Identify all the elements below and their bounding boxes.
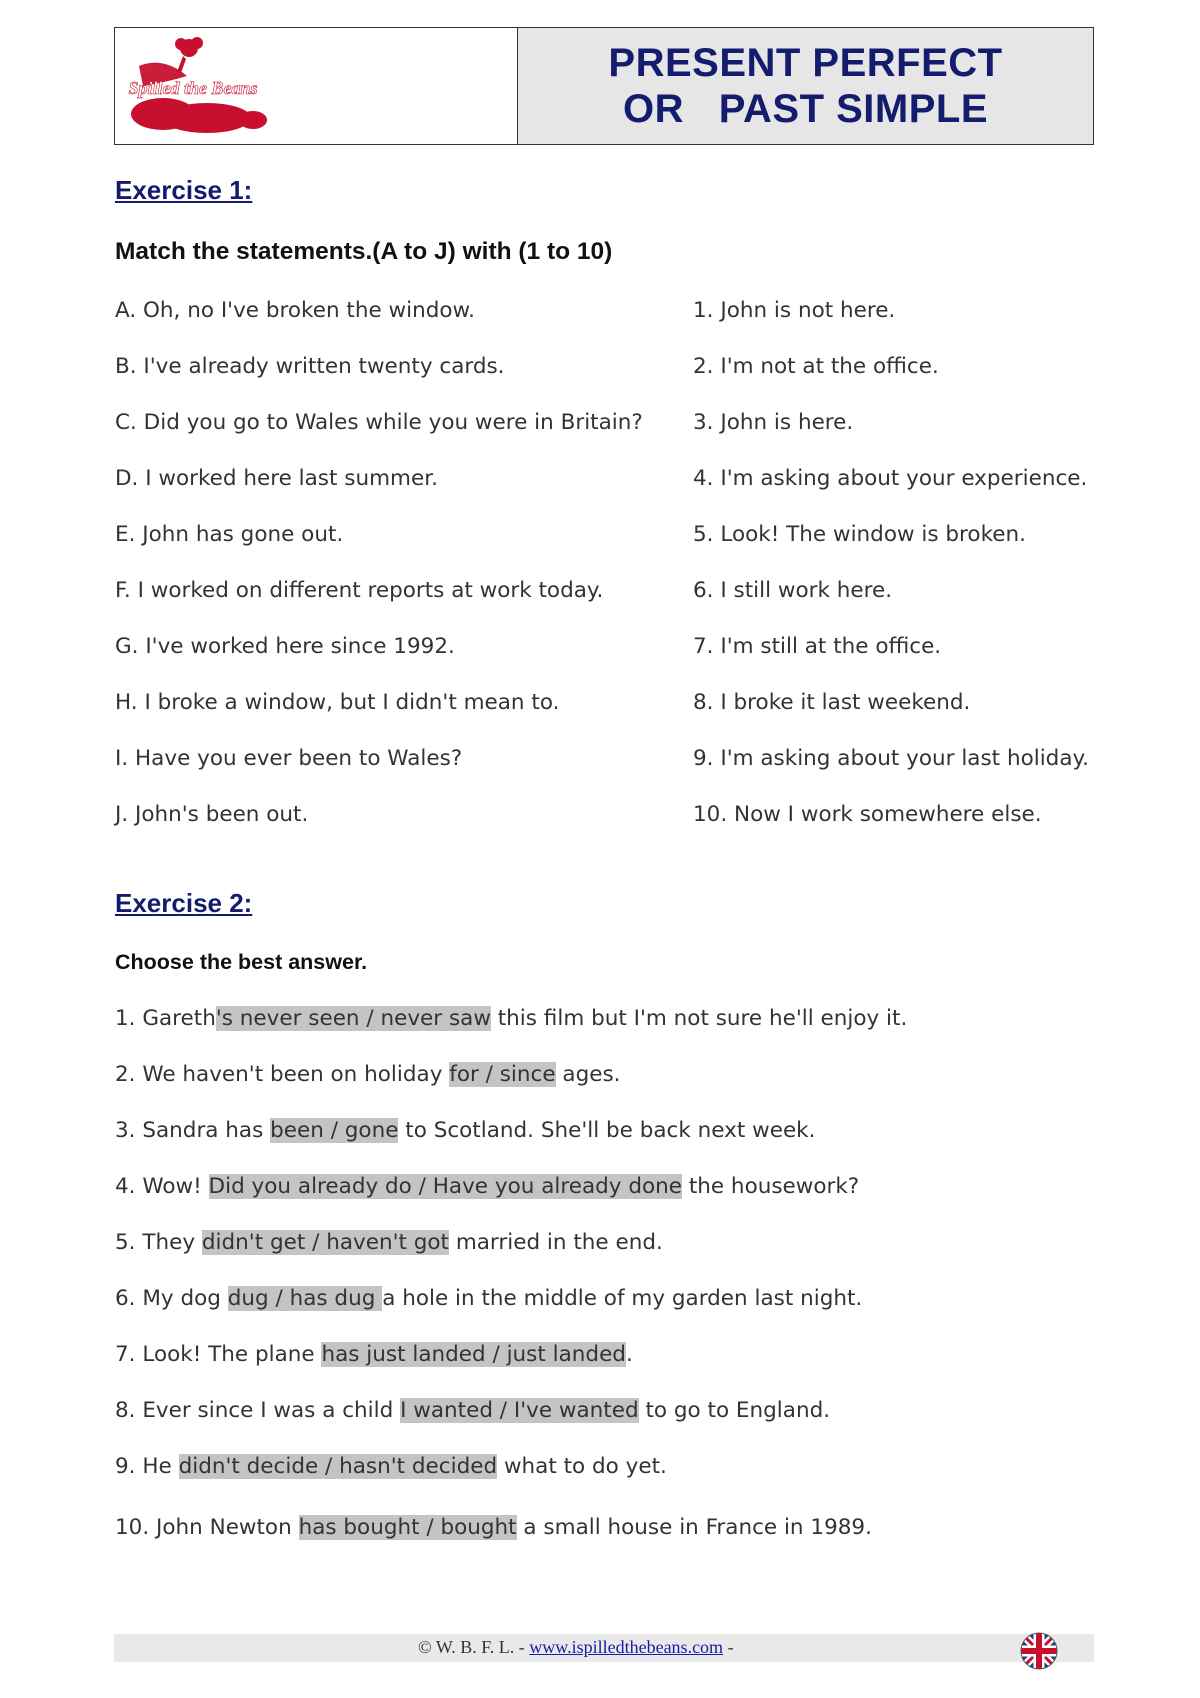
meaning-9: 9. I'm asking about your last holiday.: [693, 746, 1089, 771]
question-text: a small house in France in 1989.: [516, 1515, 872, 1540]
question-text: a hole in the middle of my garden last night.: [382, 1286, 863, 1311]
title-cell: [518, 28, 1093, 144]
statement-E: E. John has gone out.: [115, 522, 344, 547]
question-3: [115, 1118, 815, 1143]
title-line-1: PRESENT PERFECT: [608, 41, 1003, 85]
question-1: [115, 1006, 907, 1031]
answer-choices[interactable]: has just landed / just landed: [321, 1342, 626, 1367]
footer-copyright: © W. B. F. L. -: [418, 1637, 530, 1657]
answer-choices[interactable]: I wanted / I've wanted: [400, 1398, 639, 1423]
statement-I: I. Have you ever been to Wales?: [115, 746, 463, 771]
question-text: ages.: [555, 1062, 621, 1087]
question-8: [115, 1398, 830, 1423]
question-2: [115, 1062, 621, 1087]
meaning-10: 10. Now I work somewhere else.: [693, 802, 1042, 827]
question-text: what to do yet.: [497, 1454, 667, 1479]
question-text: the housework?: [681, 1174, 860, 1199]
exercise-1-heading: Exercise 1:: [115, 175, 253, 205]
question-9: [115, 1454, 667, 1479]
footer-suffix: -: [723, 1637, 734, 1657]
question-5: [115, 1230, 663, 1255]
answer-choices[interactable]: didn't get / haven't got: [201, 1230, 449, 1255]
exercise-2-instruction: Choose the best answer.: [115, 950, 368, 974]
answer-choices[interactable]: Did you already do / Have you already done: [208, 1174, 682, 1199]
question-text: 3. Sandra has: [115, 1118, 271, 1143]
logo-text: Spilled the Beans: [128, 78, 258, 98]
meaning-6: 6. I still work here.: [693, 578, 893, 603]
question-text: to Scotland. She'll be back next week.: [398, 1118, 816, 1143]
answer-choices[interactable]: dug / has dug: [227, 1286, 383, 1311]
question-text: 8. Ever since I was a child: [115, 1398, 401, 1423]
question-6: [115, 1286, 862, 1311]
answer-choices[interactable]: for / since: [449, 1062, 556, 1087]
statement-D: D. I worked here last summer.: [115, 466, 438, 491]
meaning-3: 3. John is here.: [693, 410, 854, 435]
question-text: 9. He: [115, 1454, 179, 1479]
statement-C: C. Did you go to Wales while you were in Britain?: [115, 410, 643, 435]
statement-F: F. I worked on different reports at work today.: [115, 578, 604, 603]
exercise-2-heading: Exercise 2:: [115, 888, 253, 918]
question-text: 10. John Newton: [115, 1515, 299, 1540]
question-text: married in the end.: [448, 1230, 663, 1255]
answer-choices[interactable]: didn't decide / hasn't decided: [178, 1454, 498, 1479]
question-text: 7. Look! The plane: [115, 1342, 322, 1367]
title-line-2: OR PAST SIMPLE: [622, 87, 989, 131]
uk-flag-icon: [1019, 1631, 1059, 1671]
statement-H: H. I broke a window, but I didn't mean to.: [115, 690, 560, 715]
statement-A: A. Oh, no I've broken the window.: [115, 298, 475, 323]
question-text: .: [625, 1342, 633, 1367]
statement-G: G. I've worked here since 1992.: [115, 634, 455, 659]
meaning-5: 5. Look! The window is broken.: [693, 522, 1026, 547]
logo-cell: [115, 28, 518, 144]
footer-website-link[interactable]: www.ispilledthebeans.com: [529, 1637, 724, 1657]
answer-choices[interactable]: has bought / bought: [298, 1515, 517, 1540]
question-text: 5. They: [115, 1230, 202, 1255]
statement-J: J. John's been out.: [115, 802, 309, 827]
meaning-4: 4. I'm asking about your experience.: [693, 466, 1088, 491]
answer-choices[interactable]: 's never seen / never saw: [215, 1006, 491, 1031]
exercise-1-instruction: Match the statements.(A to J) with (1 to 10): [115, 238, 613, 265]
meaning-1: 1. John is not here.: [693, 298, 896, 323]
question-10: [115, 1515, 872, 1540]
meaning-8: 8. I broke it last weekend.: [693, 690, 971, 715]
answer-choices[interactable]: been / gone: [270, 1118, 399, 1143]
question-7: [115, 1342, 633, 1367]
question-text: this film but I'm not sure he'll enjoy it.: [490, 1006, 908, 1031]
question-4: [115, 1174, 859, 1199]
question-text: to go to England.: [638, 1398, 831, 1423]
footer-text: [418, 1637, 734, 1658]
question-text: 6. My dog: [115, 1286, 228, 1311]
meaning-2: 2. I'm not at the office.: [693, 354, 939, 379]
spilled-the-beans-logo: [123, 32, 283, 142]
question-text: 4. Wow!: [115, 1174, 209, 1199]
meaning-7: 7. I'm still at the office.: [693, 634, 942, 659]
question-text: 1. Gareth: [115, 1006, 216, 1031]
question-text: 2. We haven't been on holiday: [115, 1062, 450, 1087]
statement-B: B. I've already written twenty cards.: [115, 354, 505, 379]
worksheet-header: [114, 27, 1094, 145]
